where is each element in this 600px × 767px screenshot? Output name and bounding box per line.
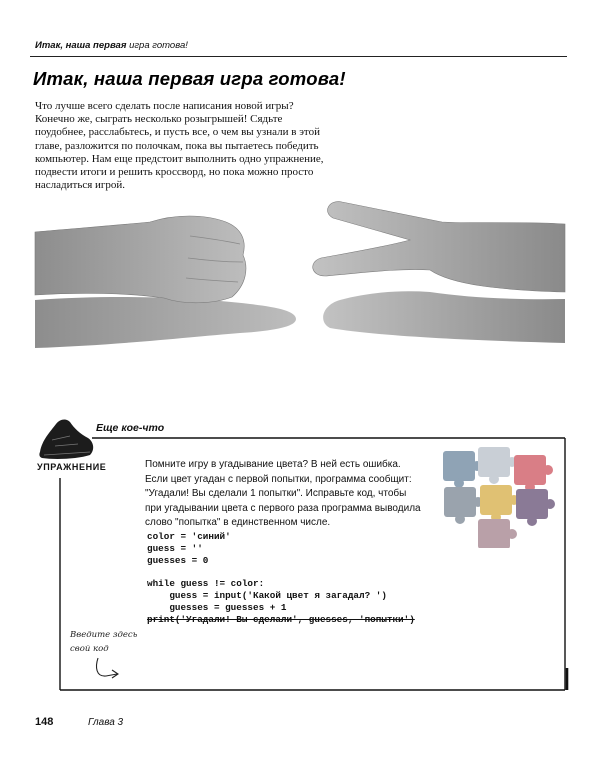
puzzle-piece [516, 489, 555, 526]
exercise-label: УПРАЖНЕНИЕ [37, 462, 107, 472]
intro-line: главе, разложится по полочкам, пока вы пытаетесь победить [35, 139, 319, 152]
puzzle-piece [480, 485, 519, 522]
exercise-text-line: "Угадали! Вы сделали 1 попытки". Исправьте код, чтобы [145, 488, 407, 499]
intro-line: компьютер. Нам еще предстоит выполнить одно упражнение, [35, 152, 324, 165]
arrow-icon [90, 655, 125, 685]
puzzle-piece [478, 447, 517, 484]
code-line: color = 'синий' [147, 531, 231, 542]
puzzle-piece [443, 451, 482, 488]
header-rule [30, 56, 567, 57]
intro-line: поудобнее, расслабьтесь, и пусть все, о чем вы узнали в этой [35, 126, 320, 139]
page-number: 148 [35, 716, 54, 728]
running-header-italic: игра готова! [129, 40, 188, 51]
note-line: свой код [70, 644, 109, 654]
exercise-banner: Еще кое-что [96, 422, 165, 434]
page-title: Итак, наша первая игра готова! [33, 68, 346, 89]
puzzle-image [438, 443, 558, 548]
code-listing [147, 531, 415, 625]
puzzle-piece [478, 519, 517, 548]
running-header-bold: Итак, наша первая [35, 40, 127, 51]
left-fist [35, 216, 246, 303]
code-line: while guess != color: [147, 578, 265, 590]
exercise-text-line: при угадывании цвета с первого раза программа выводила [145, 502, 421, 514]
puzzle-piece [444, 487, 483, 524]
note-line: Введите здесь [70, 630, 138, 640]
left-open-palm [35, 297, 296, 348]
code-line: guesses = guesses + 1 [147, 601, 287, 613]
intro-line: насладиться игрой. [35, 179, 126, 192]
intro-paragraph [35, 100, 324, 192]
chapter-label: Глава 3 [88, 717, 124, 728]
right-lower-hand [323, 291, 565, 343]
struck-code-line: print('Угадали! Вы сделали', guesses, 'попытки') [147, 613, 415, 625]
intro-line: подвести итоги и решить кроссворд, но пока можно просто [35, 166, 314, 179]
running-header [35, 40, 188, 51]
intro-line: Конечно же, сыграть несколько розыгрышей! Сядьте [35, 113, 283, 126]
puzzle-piece [514, 455, 553, 492]
exercise-text-line: Если цвет угадан с первой попытки, программа сообщит: [145, 473, 412, 485]
intro-line: Что лучше всего сделать после написания новой игры? [35, 100, 294, 112]
code-spacer [147, 566, 415, 578]
code-line: guess = '' [147, 542, 203, 554]
right-scissors-hand [313, 202, 565, 292]
code-line: guesses = 0 [147, 554, 209, 566]
exercise-text-line: слово "попытка" в единственном числе. [145, 517, 331, 528]
hands-photo [0, 190, 600, 365]
exercise-text-line: Помните игру в угадывание цвета? В ней есть ошибка. [145, 459, 401, 470]
handwritten-note [70, 628, 137, 656]
sneaker-icon [39, 420, 93, 459]
exercise-text [145, 458, 421, 531]
code-line: guess = input('Какой цвет я загадал? ') [147, 589, 387, 601]
page-footer [35, 716, 123, 728]
